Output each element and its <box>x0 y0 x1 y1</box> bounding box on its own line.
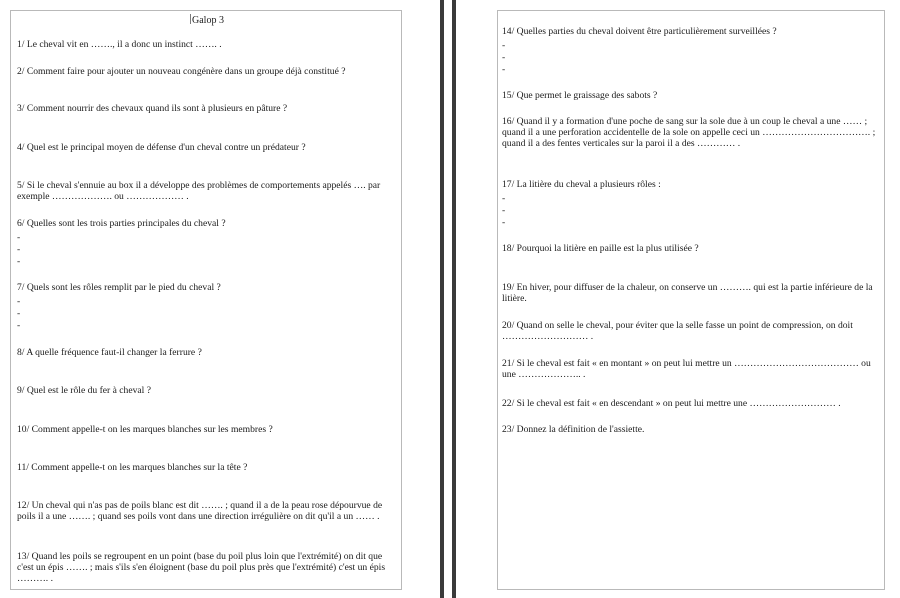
answer-bullet: - <box>502 40 506 51</box>
question-21: 21/ Si le cheval est fait « en montant » on peut lui mettre un ………………………………… ou une ……………….. . <box>502 358 874 380</box>
document-page-right <box>497 10 885 590</box>
question-1: 1/ Le cheval vit en ……., il a donc un instinct ……. . <box>17 39 222 50</box>
question-4: 4/ Quel est le principal moyen de défense d'un cheval contre un prédateur ? <box>17 142 306 153</box>
question-8: 8/ A quelle fréquence faut-il changer la ferrure ? <box>17 347 202 358</box>
question-7: 7/ Quels sont les rôles remplit par le pied du cheval ? <box>17 282 221 293</box>
question-11: 11/ Comment appelle-t on les marques blanches sur la tête ? <box>17 462 248 473</box>
question-23: 23/ Donnez la définition de l'assiette. <box>502 424 645 435</box>
text-cursor <box>190 14 191 24</box>
question-10: 10/ Comment appelle-t on les marques blanches sur les membres ? <box>17 424 273 435</box>
question-22: 22/ Si le cheval est fait « en descendant » on peut lui mettre une ……………………… . <box>502 398 841 409</box>
question-17: 17/ La litière du cheval a plusieurs rôles : <box>502 179 661 190</box>
answer-bullet: - <box>502 52 506 63</box>
question-6: 6/ Quelles sont les trois parties principales du cheval ? <box>17 218 226 229</box>
document-title: Galop 3 <box>192 15 224 26</box>
question-15: 15/ Que permet le graissage des sabots ? <box>502 90 658 101</box>
answer-bullet: - <box>17 320 21 331</box>
question-19: 19/ En hiver, pour diffuser de la chaleur, on conserve un ………. qui est la partie inférieure de la litière. <box>502 282 876 304</box>
answer-bullet: - <box>17 232 21 243</box>
answer-bullet: - <box>502 205 506 216</box>
question-2: 2/ Comment faire pour ajouter un nouveau congénère dans un groupe déjà constitué ? <box>17 66 346 77</box>
question-3: 3/ Comment nourrir des chevaux quand ils sont à plusieurs en pâture ? <box>17 103 288 114</box>
question-5: 5/ Si le cheval s'ennuie au box il a développe des problèmes de comportements appelés …. par exemple ………………. ou ……………… . <box>17 180 383 202</box>
question-20: 20/ Quand on selle le cheval, pour éviter que la selle fasse un point de compression, on doit ……………………… . <box>502 320 856 342</box>
question-12: 12/ Un cheval qui n'as pas de poils blanc est dit ……. ; quand il a de la peau rose dépourvue de poils il a une ……. ; quand ses poils vont dans une direction irrégulière on dit qu'il a un …… . <box>17 500 385 522</box>
question-14: 14/ Quelles parties du cheval doivent être particulièrement surveillées ? <box>502 26 777 37</box>
answer-bullet: - <box>17 296 21 307</box>
answer-bullet: - <box>502 193 506 204</box>
question-13: 13/ Quand les poils se regroupent en un point (base du poil plus loin que l'extrémité) on dit que c'est un épis ……. ; mais s'ils s'en éloignent (base du poil plus près que l'extrémité) c'est un épis ………. . <box>17 551 388 584</box>
answer-bullet: - <box>17 256 21 267</box>
question-18: 18/ Pourquoi la litière en paille est la plus utilisée ? <box>502 243 699 254</box>
answer-bullet: - <box>17 244 21 255</box>
answer-bullet: - <box>502 64 506 75</box>
answer-bullet: - <box>17 308 21 319</box>
answer-bullet: - <box>502 217 506 228</box>
page-gap-separator <box>440 0 444 598</box>
question-9: 9/ Quel est le rôle du fer à cheval ? <box>17 385 151 396</box>
page-gap-separator <box>452 0 456 598</box>
question-16: 16/ Quand il y a formation d'une poche de sang sur la sole due à un coup le cheval a une …… ; quand il a une perforation accidentelle de la sole on appelle ceci un ……………………………. ; quand il a des fentes verticales sur la paroi il a des ………… . <box>502 116 878 149</box>
document-page-left <box>10 10 402 590</box>
